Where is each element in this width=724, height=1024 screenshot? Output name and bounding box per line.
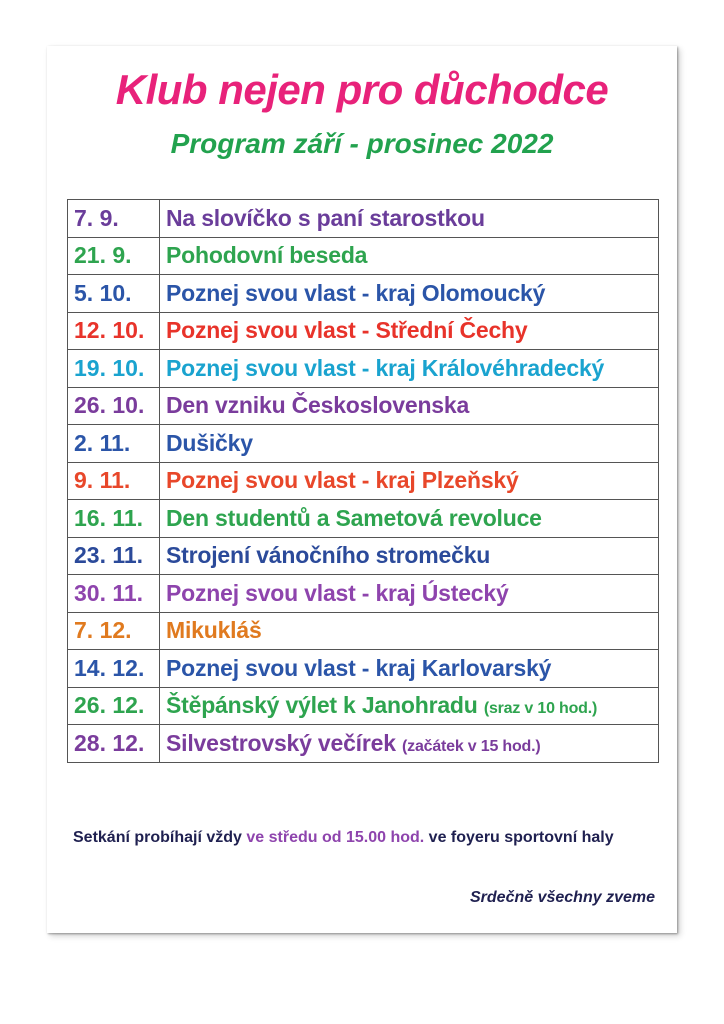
table-row (68, 425, 659, 463)
event-cell (160, 312, 659, 350)
event-name: Mikukláš (166, 617, 262, 644)
event-cell (160, 275, 659, 313)
event-date: 26. 12. (68, 687, 160, 725)
table-row (68, 312, 659, 350)
table-row (68, 612, 659, 650)
event-note: (začátek v 15 hod.) (402, 737, 541, 755)
event-date: 5. 10. (68, 275, 160, 313)
footer-info (73, 824, 663, 852)
table-row (68, 575, 659, 613)
event-name: Na slovíčko s paní starostkou (166, 204, 485, 231)
event-cell (160, 537, 659, 575)
event-cell (160, 387, 659, 425)
event-cell (160, 237, 659, 275)
table-row (68, 687, 659, 725)
table-row (68, 275, 659, 313)
event-name: Silvestrovský večírek (166, 729, 396, 756)
event-name: Poznej svou vlast - kraj Královéhradecký (166, 354, 605, 381)
event-cell (160, 350, 659, 388)
event-cell (160, 575, 659, 613)
table-row (68, 537, 659, 575)
footer-text-before: Setkání probíhají vždy (73, 829, 242, 846)
event-date: 9. 11. (68, 462, 160, 500)
event-name: Strojení vánočního stromečku (166, 542, 491, 569)
event-name: Poznej svou vlast - kraj Karlovarský (166, 654, 552, 681)
event-cell (160, 425, 659, 463)
event-name: Poznej svou vlast - kraj Plzeňský (166, 467, 519, 494)
table-row (68, 350, 659, 388)
event-name: Pohodovní beseda (166, 242, 368, 269)
event-name: Den vzniku Československa (166, 392, 470, 419)
event-name: Poznej svou vlast - kraj Olomoucký (166, 279, 546, 306)
event-cell (160, 612, 659, 650)
event-date: 19. 10. (68, 350, 160, 388)
footer-highlight: ve středu od 15.00 hod. (246, 829, 425, 846)
event-name: Štěpánský výlet k Janohradu (166, 692, 478, 719)
table-row (68, 500, 659, 538)
poster-subtitle: Program září - prosinec 2022 (170, 128, 554, 159)
event-date: 14. 12. (68, 650, 160, 688)
footer-text-after: ve foyeru sportovní haly (428, 829, 614, 846)
table-row (68, 725, 659, 763)
table-row (68, 462, 659, 500)
table-row (68, 387, 659, 425)
event-name: Poznej svou vlast - Střední Čechy (166, 317, 528, 344)
event-note: (sraz v 10 hod.) (483, 700, 598, 718)
poster (47, 46, 677, 933)
event-cell (160, 200, 659, 238)
event-date: 12. 10. (68, 312, 160, 350)
event-cell (160, 687, 659, 725)
event-date: 2. 11. (68, 425, 160, 463)
event-cell (160, 462, 659, 500)
event-date: 21. 9. (68, 237, 160, 275)
event-cell (160, 650, 659, 688)
event-date: 7. 9. (68, 200, 160, 238)
event-name: Den studentů a Sametová revoluce (166, 504, 542, 531)
event-date: 26. 10. (68, 387, 160, 425)
event-date: 30. 11. (68, 575, 160, 613)
event-date: 16. 11. (68, 500, 160, 538)
event-date: 23. 11. (68, 537, 160, 575)
event-cell (160, 725, 659, 763)
table-row (68, 237, 659, 275)
signature: Srdečně všechny zveme (470, 889, 655, 906)
table-row (68, 650, 659, 688)
event-name: Poznej svou vlast - kraj Ústecký (166, 579, 509, 606)
event-name: Dušičky (166, 429, 253, 456)
event-date: 28. 12. (68, 725, 160, 763)
poster-title: Klub nejen pro důchodce (115, 66, 609, 113)
event-cell (160, 500, 659, 538)
table-row (68, 200, 659, 238)
program-table (67, 199, 659, 763)
event-date: 7. 12. (68, 612, 160, 650)
